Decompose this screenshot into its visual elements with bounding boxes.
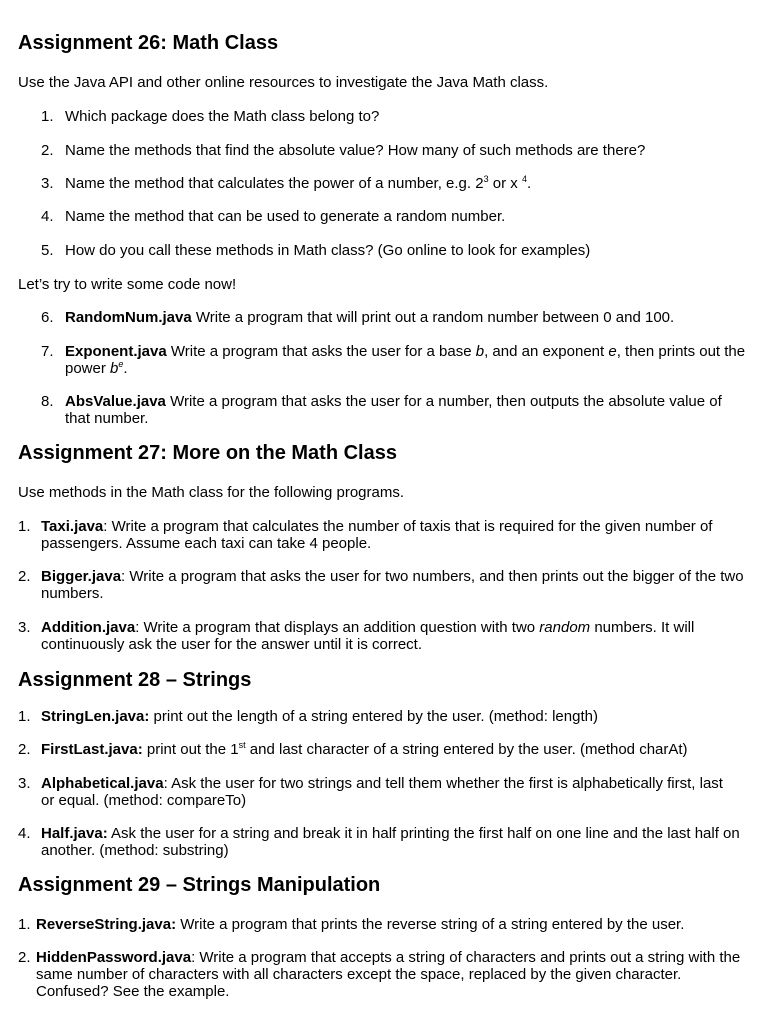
assignment-26-title: Assignment 26: Math Class xyxy=(18,32,279,54)
question-1 xyxy=(41,108,741,125)
assignment-28-item-2 xyxy=(18,741,746,758)
item-number: 1. xyxy=(18,708,31,725)
program-8 xyxy=(41,393,746,427)
assignment-27-title: Assignment 27: More on the Math Class xyxy=(18,442,397,464)
program-7 xyxy=(41,343,746,377)
item-text: Alphabetical.java: Ask the user for two strings and tell them whether the first is alphabetically first, last or equal. (method: compareTo) xyxy=(41,775,723,809)
program-filename: Addition.java xyxy=(41,619,136,636)
program-6 xyxy=(41,309,746,326)
assignment-26-intro: Use the Java API and other online resources to investigate the Java Math class. xyxy=(18,74,549,91)
question-text: How do you call these methods in Math class? (Go online to look for examples) xyxy=(65,242,591,259)
item-number: 4. xyxy=(18,825,31,842)
item-text: Addition.java: Write a program that displays an addition question with two random numbers. It will continuously ask the user for the answer until it is correct. xyxy=(41,619,695,653)
question-text: Which package does the Math class belong to? xyxy=(65,108,380,125)
assignment-28-item-4 xyxy=(18,825,748,859)
assignment-27-intro: Use methods in the Math class for the following programs. xyxy=(18,484,405,501)
item-number: 3. xyxy=(18,619,31,636)
item-number: 2. xyxy=(18,949,31,966)
program-number: 8. xyxy=(41,393,54,410)
assignment-29-item-1 xyxy=(18,916,746,933)
question-text: Name the methods that find the absolute value? How many of such methods are there? xyxy=(65,142,646,159)
item-number: 1. xyxy=(18,916,31,933)
program-filename: Half.java: xyxy=(41,825,108,842)
assignment-27-item-1 xyxy=(18,518,746,552)
assignment-27-item-2 xyxy=(18,568,746,602)
item-number: 1. xyxy=(18,518,31,535)
program-filename: Taxi.java xyxy=(41,518,104,535)
program-number: 7. xyxy=(41,343,54,360)
item-text: FirstLast.java: print out the 1st and last character of a string entered by the user. (method charAt) xyxy=(41,740,688,758)
question-number: 1. xyxy=(41,108,54,125)
question-2 xyxy=(41,142,741,159)
program-filename: Bigger.java xyxy=(41,568,122,585)
assignment-27-item-3 xyxy=(18,619,746,653)
program-filename: StringLen.java: xyxy=(41,708,150,725)
assignment-29-item-2 xyxy=(18,949,746,1000)
question-text: Name the method that calculates the power of a number, e.g. $2^3$ or x $^4$. xyxy=(65,174,532,192)
item-text: Half.java: Ask the user for a string and break it in half printing the first half on one line and the last half on another. (method: substring) xyxy=(41,825,740,859)
assignment-28-title: Assignment 28 – Strings xyxy=(18,669,252,691)
question-number: 5. xyxy=(41,242,54,259)
question-text: Name the method that can be used to generate a random number. xyxy=(65,208,506,225)
question-number: 4. xyxy=(41,208,54,225)
assignment-28-item-3 xyxy=(18,775,726,809)
code-intro: Let’s try to write some code now! xyxy=(18,276,237,293)
program-filename: Alphabetical.java xyxy=(41,775,164,792)
program-filename: HiddenPassword.java xyxy=(36,949,192,966)
item-number: 2. xyxy=(18,741,31,758)
program-text: AbsValue.java Write a program that asks the user for a number, then outputs the absolute value of that number. xyxy=(65,393,722,427)
item-text: ReverseString.java: Write a program that prints the reverse string of a string entered by the user. xyxy=(36,916,685,933)
item-number: 2. xyxy=(18,568,31,585)
program-filename: ReverseString.java: xyxy=(36,916,177,933)
question-4 xyxy=(41,208,741,225)
item-number: 3. xyxy=(18,775,31,792)
program-filename: RandomNum.java xyxy=(65,309,192,326)
question-3 xyxy=(41,175,741,192)
item-text: Taxi.java: Write a program that calculates the number of taxis that is required for the given number of passengers. Assume each taxi can take 4 people. xyxy=(41,518,713,552)
program-filename: AbsValue.java xyxy=(65,393,166,410)
program-text: Exponent.java Write a program that asks the user for a base b, and an exponent e, then prints out the power $b^e$. xyxy=(65,343,746,377)
question-5 xyxy=(41,242,741,259)
item-text: Bigger.java: Write a program that asks the user for two numbers, and then prints out the bigger of the two numbers. xyxy=(41,568,744,602)
assignment-28-item-1 xyxy=(18,708,746,725)
question-number: 3. xyxy=(41,175,54,192)
program-number: 6. xyxy=(41,309,54,326)
assignment-29-title: Assignment 29 – Strings Manipulation xyxy=(18,874,381,896)
question-number: 2. xyxy=(41,142,54,159)
item-text: StringLen.java: print out the length of a string entered by the user. (method: length) xyxy=(41,708,598,725)
item-text: HiddenPassword.java: Write a program that accepts a string of characters and prints out a string with the same number of characters with all characters except the space, replaced by the given character. Confused? See the example. xyxy=(36,949,741,1000)
program-filename: Exponent.java xyxy=(65,343,167,360)
program-filename: FirstLast.java: xyxy=(41,741,143,758)
program-text: RandomNum.java Write a program that will print out a random number between 0 and 100. xyxy=(65,309,675,326)
